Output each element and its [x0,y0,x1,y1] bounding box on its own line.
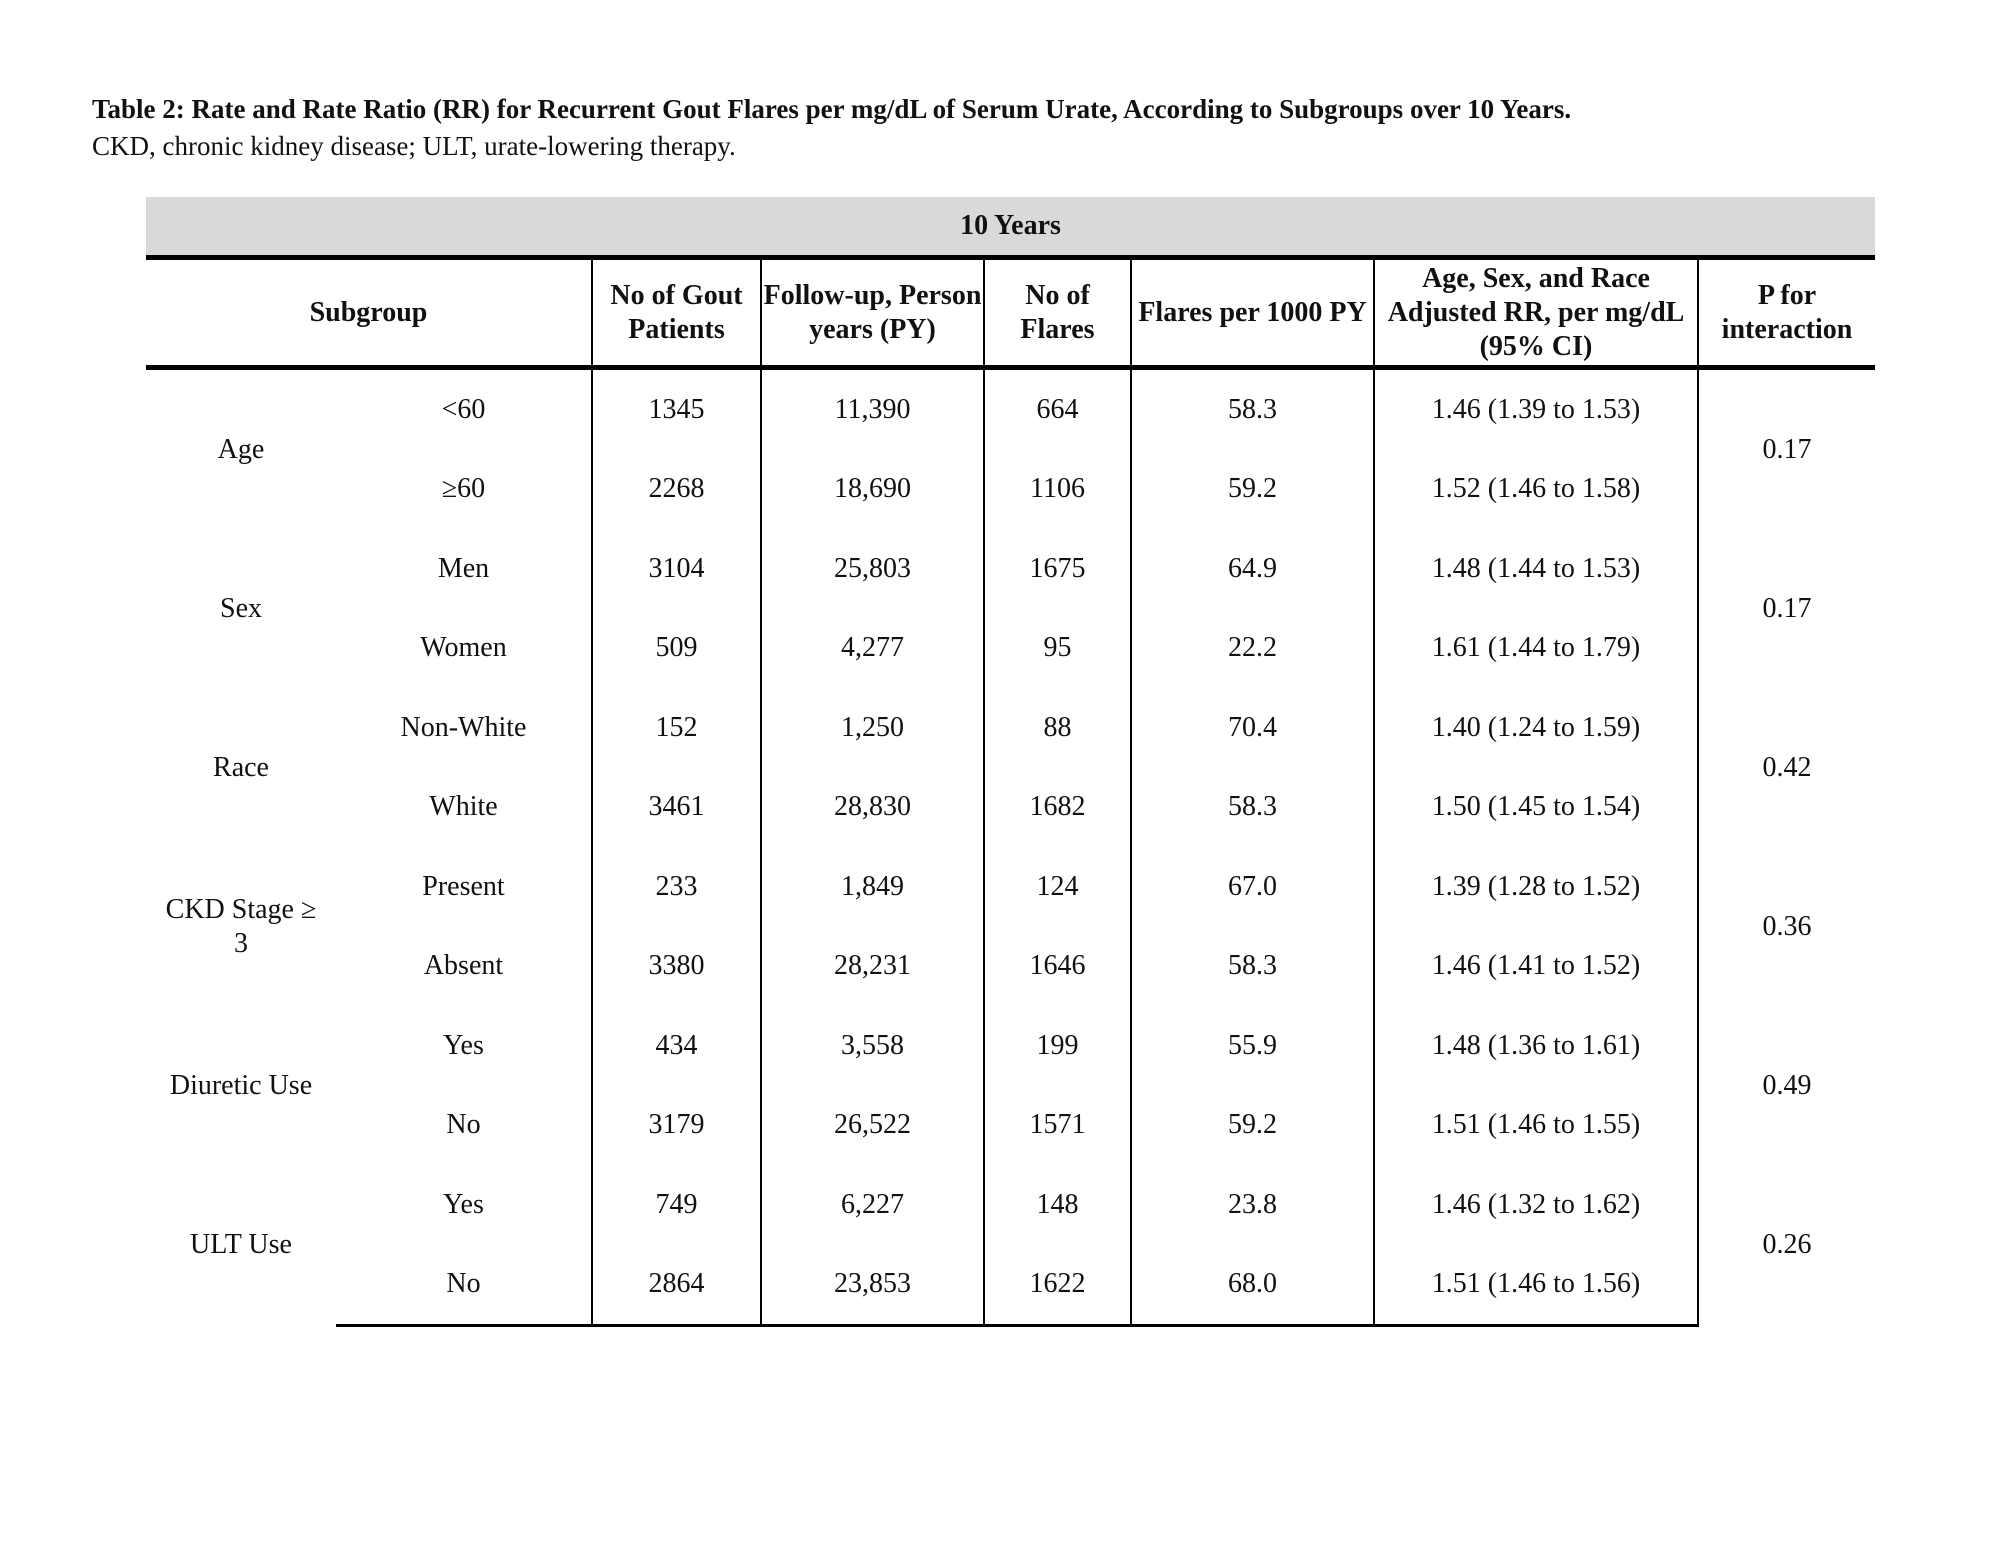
p-interaction: 0.42 [1698,688,1875,847]
subgroup-label: CKD Stage ≥ 3 [165,893,317,959]
band-header: 10 Years [146,197,1875,258]
subgroup-level: Yes [443,1029,484,1061]
table-cell: 70.4 [1131,688,1374,768]
table-cell: 2864 [592,1245,761,1326]
table-cell: 18,690 [761,450,984,530]
column-header: Age, Sex, and Race Adjusted RR, per mg/dL (95% CI) [1374,258,1698,368]
table-cell: 199 [984,1006,1131,1086]
table-cell: 233 [592,847,761,927]
table-cell: 2268 [592,450,761,530]
table-row [146,927,1875,1007]
table-cell: 59.2 [1131,450,1374,530]
table-row [146,450,1875,530]
table-cell: 1.40 (1.24 to 1.59) [1374,688,1698,768]
subgroup-level: Women [420,632,507,664]
table-cell: 58.3 [1131,768,1374,848]
subgroup-label: Age [217,433,265,465]
table-row [146,609,1875,689]
table-row [146,1165,1875,1245]
table-cell: 1106 [984,450,1131,530]
subgroup-label: Race [213,751,269,783]
table-cell: 124 [984,847,1131,927]
table-cell: 26,522 [761,1086,984,1166]
table-cell: 64.9 [1131,529,1374,609]
subgroup-label: Diuretic Use [169,1069,313,1101]
subgroup-level: Present [422,870,505,902]
table-cell: 4,277 [761,609,984,689]
subgroup-level: White [429,791,498,823]
p-interaction: 0.49 [1698,1006,1875,1165]
table-cell: 3,558 [761,1006,984,1086]
table-cell: 1.52 (1.46 to 1.58) [1374,450,1698,530]
table-cell: 434 [592,1006,761,1086]
table-cell: 3380 [592,927,761,1007]
table-row [146,1086,1875,1166]
column-header: No of Flares [984,258,1131,368]
table-cell: 58.3 [1131,368,1374,450]
table-cell: 1,250 [761,688,984,768]
table-cell: 1.39 (1.28 to 1.52) [1374,847,1698,927]
table-caption: CKD, chronic kidney disease; ULT, urate-lowering therapy. [92,131,736,161]
table-title: Table 2: Rate and Rate Ratio (RR) for Recurrent Gout Flares per mg/dL of Serum Urate, According to Subgroups over 10 Years. [92,94,1572,124]
table-cell: 68.0 [1131,1245,1374,1326]
table-cell: 3179 [592,1086,761,1166]
subgroup-level: Absent [423,950,504,982]
table-cell: 1.50 (1.45 to 1.54) [1374,768,1698,848]
subgroup-table [146,197,1875,1327]
table-cell: 152 [592,688,761,768]
table-cell: 1.61 (1.44 to 1.79) [1374,609,1698,689]
table-cell: 58.3 [1131,927,1374,1007]
subgroup-level: <60 [441,393,486,425]
table-cell: 28,231 [761,927,984,1007]
table-cell: 1.46 (1.39 to 1.53) [1374,368,1698,450]
subgroup-label: ULT Use [190,1229,292,1261]
table-cell: 11,390 [761,368,984,450]
column-header: Flares per 1000 PY [1131,258,1374,368]
table-cell: 67.0 [1131,847,1374,927]
table-row [146,529,1875,609]
table-cell: 749 [592,1165,761,1245]
table-cell: 1,849 [761,847,984,927]
table-cell: 28,830 [761,768,984,848]
table-cell: 1.51 (1.46 to 1.55) [1374,1086,1698,1166]
table-cell: 95 [984,609,1131,689]
column-header: No of Gout Patients [592,258,761,368]
table-cell: 1345 [592,368,761,450]
table-cell: 1675 [984,529,1131,609]
column-header: P for interaction [1698,258,1875,368]
table-row [146,1245,1875,1326]
subgroup-level: Non-White [400,711,527,743]
table-cell: 6,227 [761,1165,984,1245]
column-header: Follow-up, Person years (PY) [761,258,984,368]
table-cell: 1571 [984,1086,1131,1166]
table-cell: 148 [984,1165,1131,1245]
table-cell: 509 [592,609,761,689]
table-cell: 1682 [984,768,1131,848]
table-cell: 1622 [984,1245,1131,1326]
table-cell: 3104 [592,529,761,609]
table-cell: 22.2 [1131,609,1374,689]
column-header: Subgroup [146,258,592,368]
subgroup-level: ≥60 [441,473,486,505]
table-cell: 25,803 [761,529,984,609]
p-interaction: 0.17 [1698,529,1875,688]
table-row [146,688,1875,768]
p-interaction: 0.26 [1698,1165,1875,1326]
table-cell: 88 [984,688,1131,768]
table-row [146,768,1875,848]
subgroup-level: No [336,1245,592,1326]
table-row [146,847,1875,927]
table-cell: 1.48 (1.36 to 1.61) [1374,1006,1698,1086]
subgroup-level: Yes [443,1188,484,1220]
p-interaction: 0.17 [1698,368,1875,530]
table-cell: 1.48 (1.44 to 1.53) [1374,529,1698,609]
table-cell: 55.9 [1131,1006,1374,1086]
table-cell: 664 [984,368,1131,450]
table-cell: 1.51 (1.46 to 1.56) [1374,1245,1698,1326]
table-cell: 59.2 [1131,1086,1374,1166]
subgroup-label: Sex [220,592,262,624]
table-cell: 3461 [592,768,761,848]
p-interaction: 0.36 [1698,847,1875,1006]
table-row [146,368,1875,450]
table-cell: 1.46 (1.32 to 1.62) [1374,1165,1698,1245]
table-cell: 1.46 (1.41 to 1.52) [1374,927,1698,1007]
table-row [146,1006,1875,1086]
table-cell: 23,853 [761,1245,984,1326]
table-cell: 23.8 [1131,1165,1374,1245]
table-cell: 1646 [984,927,1131,1007]
subgroup-level: Men [437,552,490,584]
subgroup-level: No [446,1109,481,1141]
